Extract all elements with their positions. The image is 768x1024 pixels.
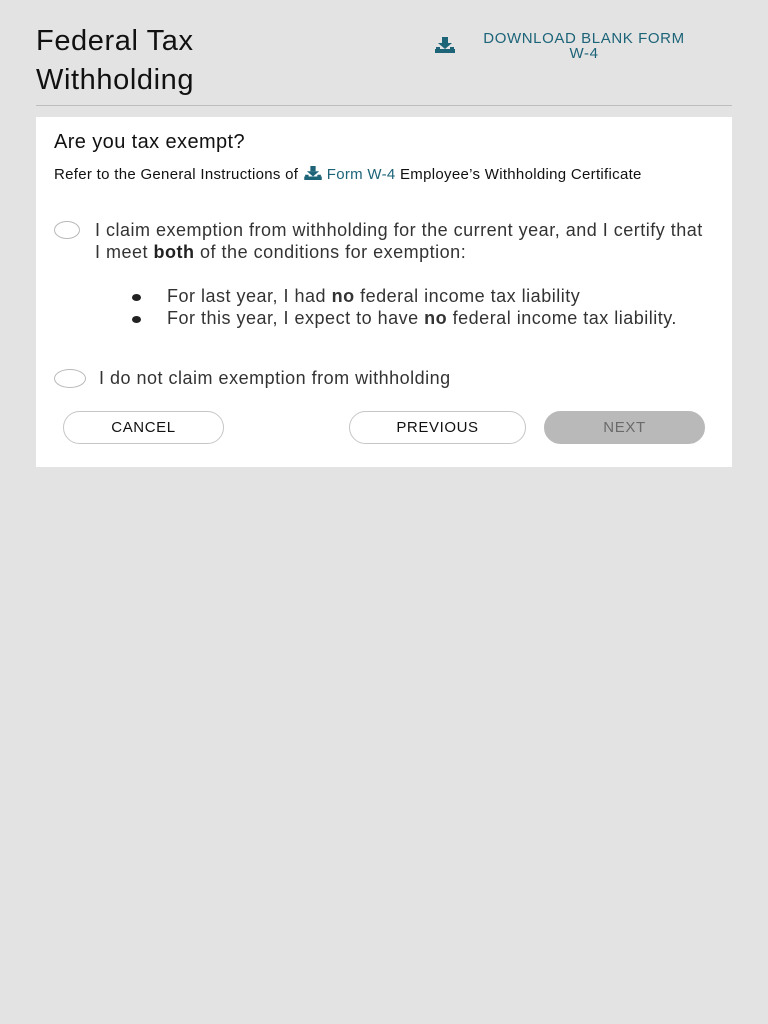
page-header <box>36 22 732 106</box>
condition-text: federal income tax liability <box>360 286 581 306</box>
exempt-option-emphasis: both <box>153 242 195 262</box>
instructions-text <box>54 164 694 185</box>
download-blank-form-label: DOWNLOAD BLANK FORM W-4 <box>483 30 685 62</box>
exempt-option-text-2: of the conditions for exemption: <box>200 242 467 262</box>
cancel-button[interactable]: CANCEL <box>63 411 224 444</box>
not-exempt-option-label[interactable]: I do not claim exemption from withholding <box>99 368 451 388</box>
instructions-suffix: Employee’s Withholding Certificate <box>400 166 642 183</box>
exempt-radio[interactable] <box>54 221 80 239</box>
previous-button[interactable]: PREVIOUS <box>349 411 526 444</box>
tax-exempt-card <box>36 117 732 467</box>
not-exempt-radio[interactable] <box>54 369 86 388</box>
bullet-icon <box>132 294 141 301</box>
exemption-condition-item <box>132 285 692 307</box>
form-w4-link[interactable] <box>303 166 396 183</box>
condition-emphasis: no <box>424 308 448 328</box>
next-button[interactable]: NEXT <box>544 411 705 444</box>
form-w4-link-label: Form W-4 <box>326 166 396 183</box>
exempt-option-label[interactable] <box>95 219 705 263</box>
exemption-conditions-list <box>132 285 692 329</box>
exempt-option-text-1: I claim exemption from withholding for the current year, and I certify that I meet <box>95 220 703 262</box>
question-heading: Are you tax exempt? <box>54 131 246 153</box>
condition-emphasis: no <box>331 286 355 306</box>
download-icon <box>303 166 323 180</box>
instructions-prefix: Refer to the General Instructions of <box>54 166 299 183</box>
download-icon <box>434 37 456 53</box>
condition-text: For this year, I expect to have <box>167 308 419 328</box>
bullet-icon <box>132 316 141 323</box>
exemption-condition-item <box>132 307 692 329</box>
page-title: Federal Tax Withholding <box>36 25 195 96</box>
condition-text: For last year, I had <box>167 286 327 306</box>
condition-text: federal income tax liability. <box>452 308 677 328</box>
download-blank-form-link[interactable] <box>434 31 694 63</box>
